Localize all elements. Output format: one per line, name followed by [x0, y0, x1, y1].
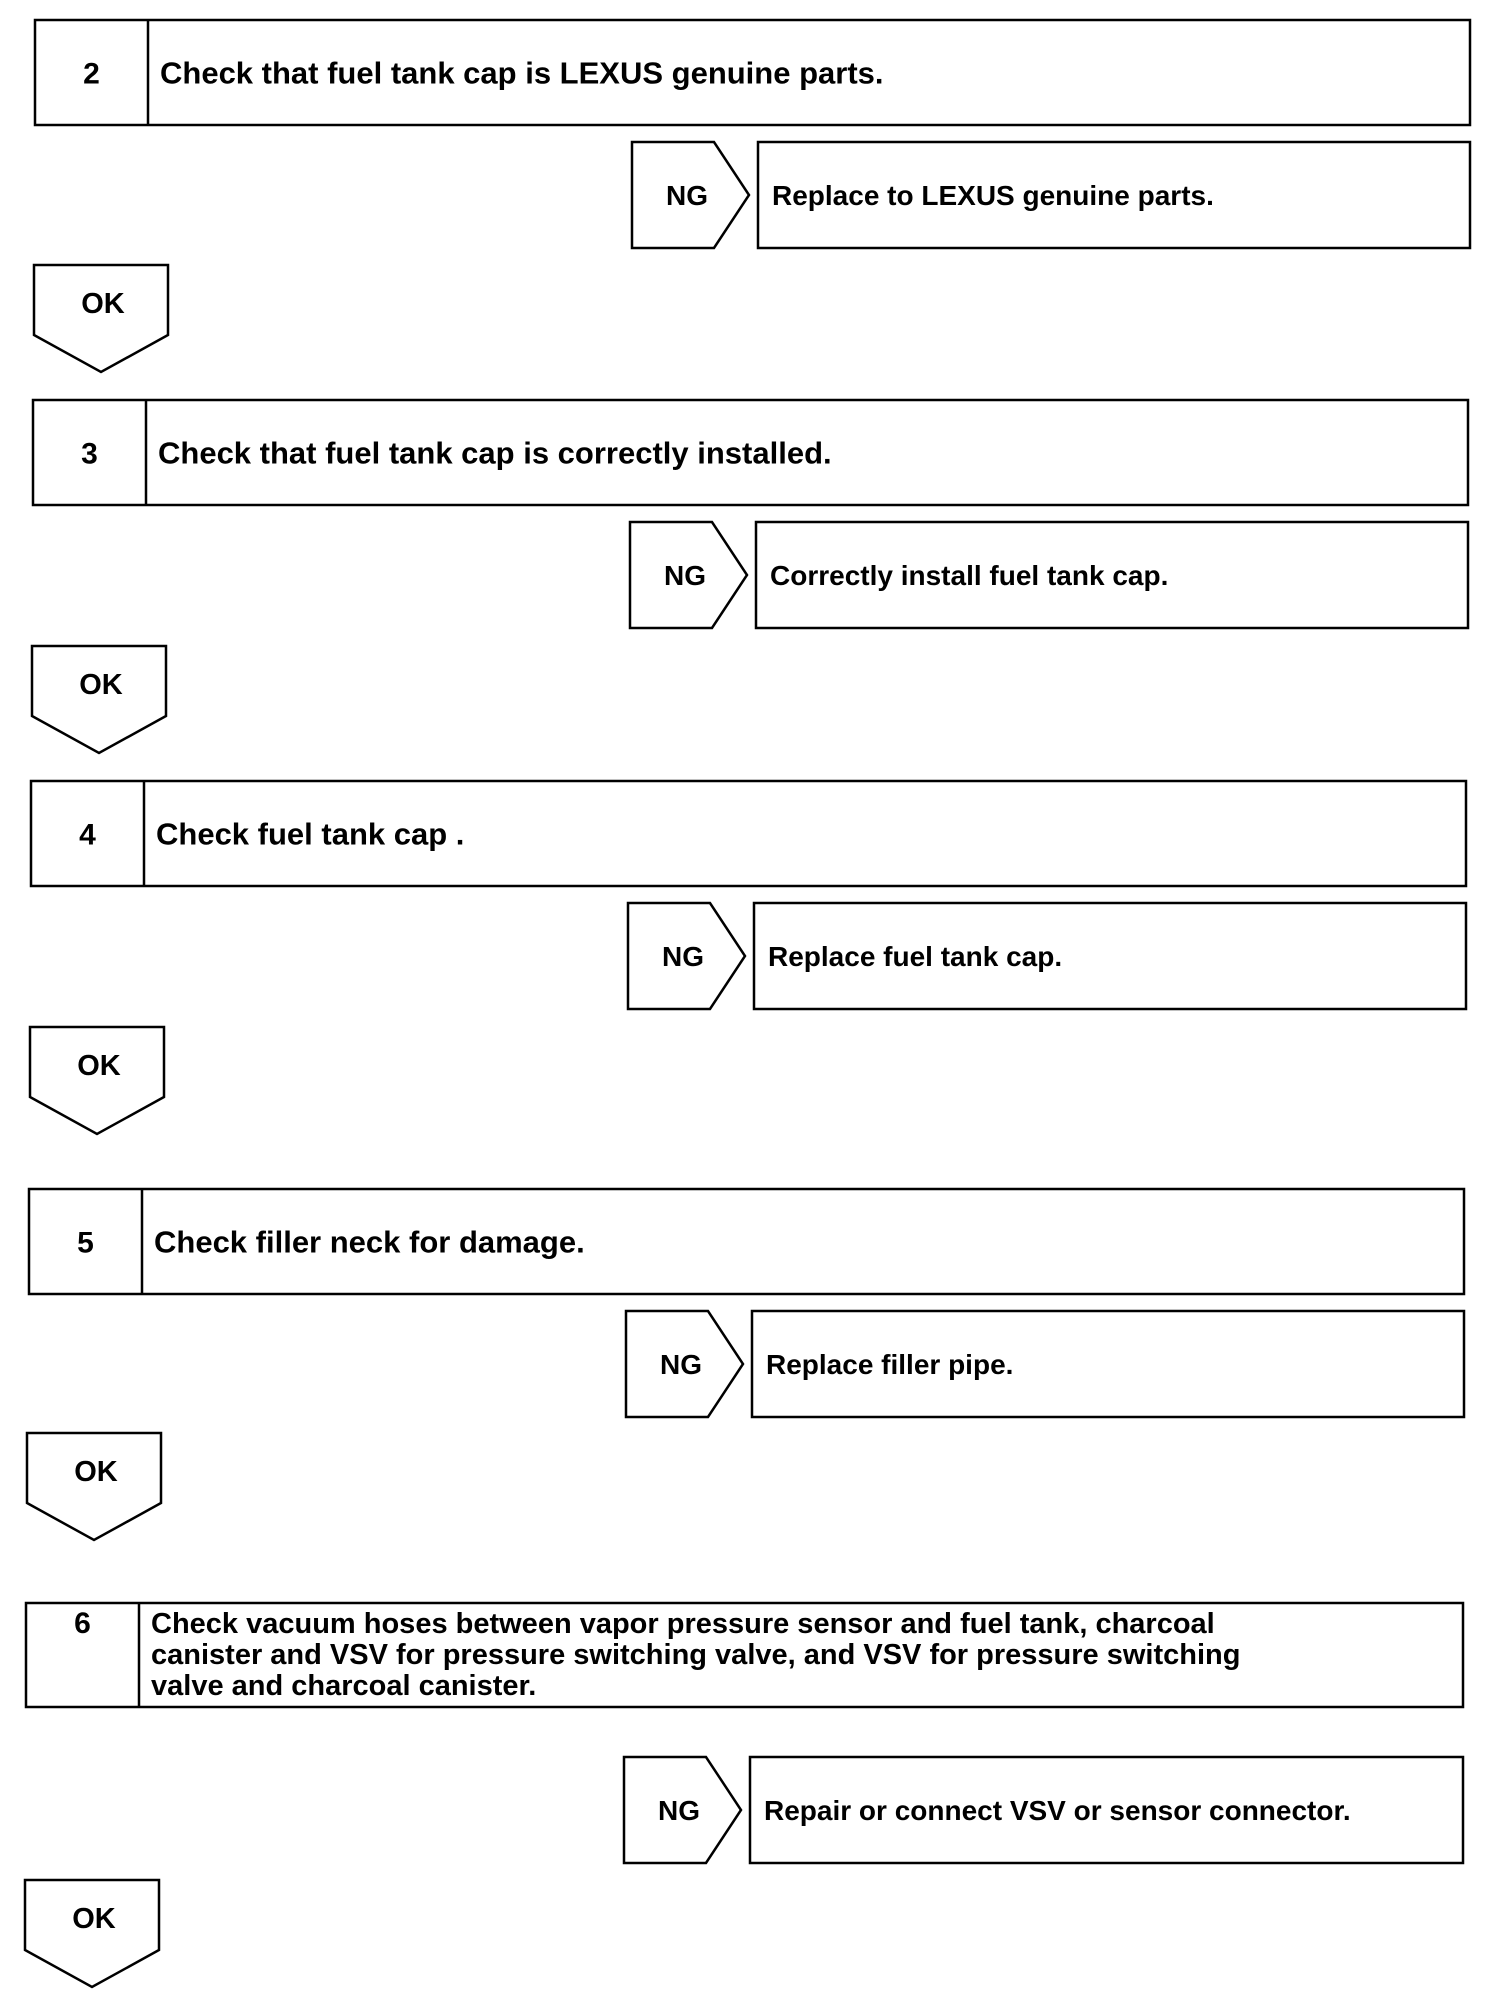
step-2	[34, 20, 1470, 372]
ng-label: NG	[660, 1349, 702, 1380]
ng-label: NG	[662, 941, 704, 972]
step-5	[27, 1189, 1464, 1540]
ng-action-text: Replace to LEXUS genuine parts.	[772, 180, 1214, 211]
step-title-line: Check filler neck for damage.	[154, 1224, 585, 1260]
step-number: 2	[83, 57, 100, 91]
step-number: 6	[74, 1607, 91, 1640]
step-title-line: canister and VSV for pressure switching valve, and VSV for pressure switching	[151, 1639, 1241, 1671]
ok-label: OK	[77, 1050, 121, 1082]
step-number: 5	[77, 1226, 94, 1260]
step-3	[32, 400, 1468, 753]
ng-action-text: Replace filler pipe.	[766, 1349, 1014, 1380]
step-number: 4	[79, 818, 96, 852]
ok-label: OK	[74, 1456, 118, 1488]
step-title-line: Check that fuel tank cap is correctly installed.	[158, 435, 832, 471]
ng-label: NG	[666, 180, 708, 211]
step-title-line: Check fuel tank cap .	[156, 816, 465, 852]
ng-label: NG	[658, 1795, 700, 1826]
ok-label: OK	[79, 669, 123, 701]
step-title-line: Check that fuel tank cap is LEXUS genuine parts.	[160, 55, 884, 91]
ng-action-text: Repair or connect VSV or sensor connector.	[764, 1795, 1351, 1826]
step-number: 3	[81, 437, 98, 471]
step-4	[30, 781, 1466, 1134]
step-6	[25, 1603, 1463, 1987]
ng-action-text: Correctly install fuel tank cap.	[770, 560, 1169, 591]
ng-action-text: Replace fuel tank cap.	[768, 941, 1063, 972]
ok-label: OK	[72, 1903, 116, 1935]
step-title-line: valve and charcoal canister.	[151, 1670, 537, 1702]
step-title-line: Check vacuum hoses between vapor pressure sensor and fuel tank, charcoal	[151, 1608, 1215, 1640]
ok-label: OK	[81, 288, 125, 320]
ng-label: NG	[664, 560, 706, 591]
